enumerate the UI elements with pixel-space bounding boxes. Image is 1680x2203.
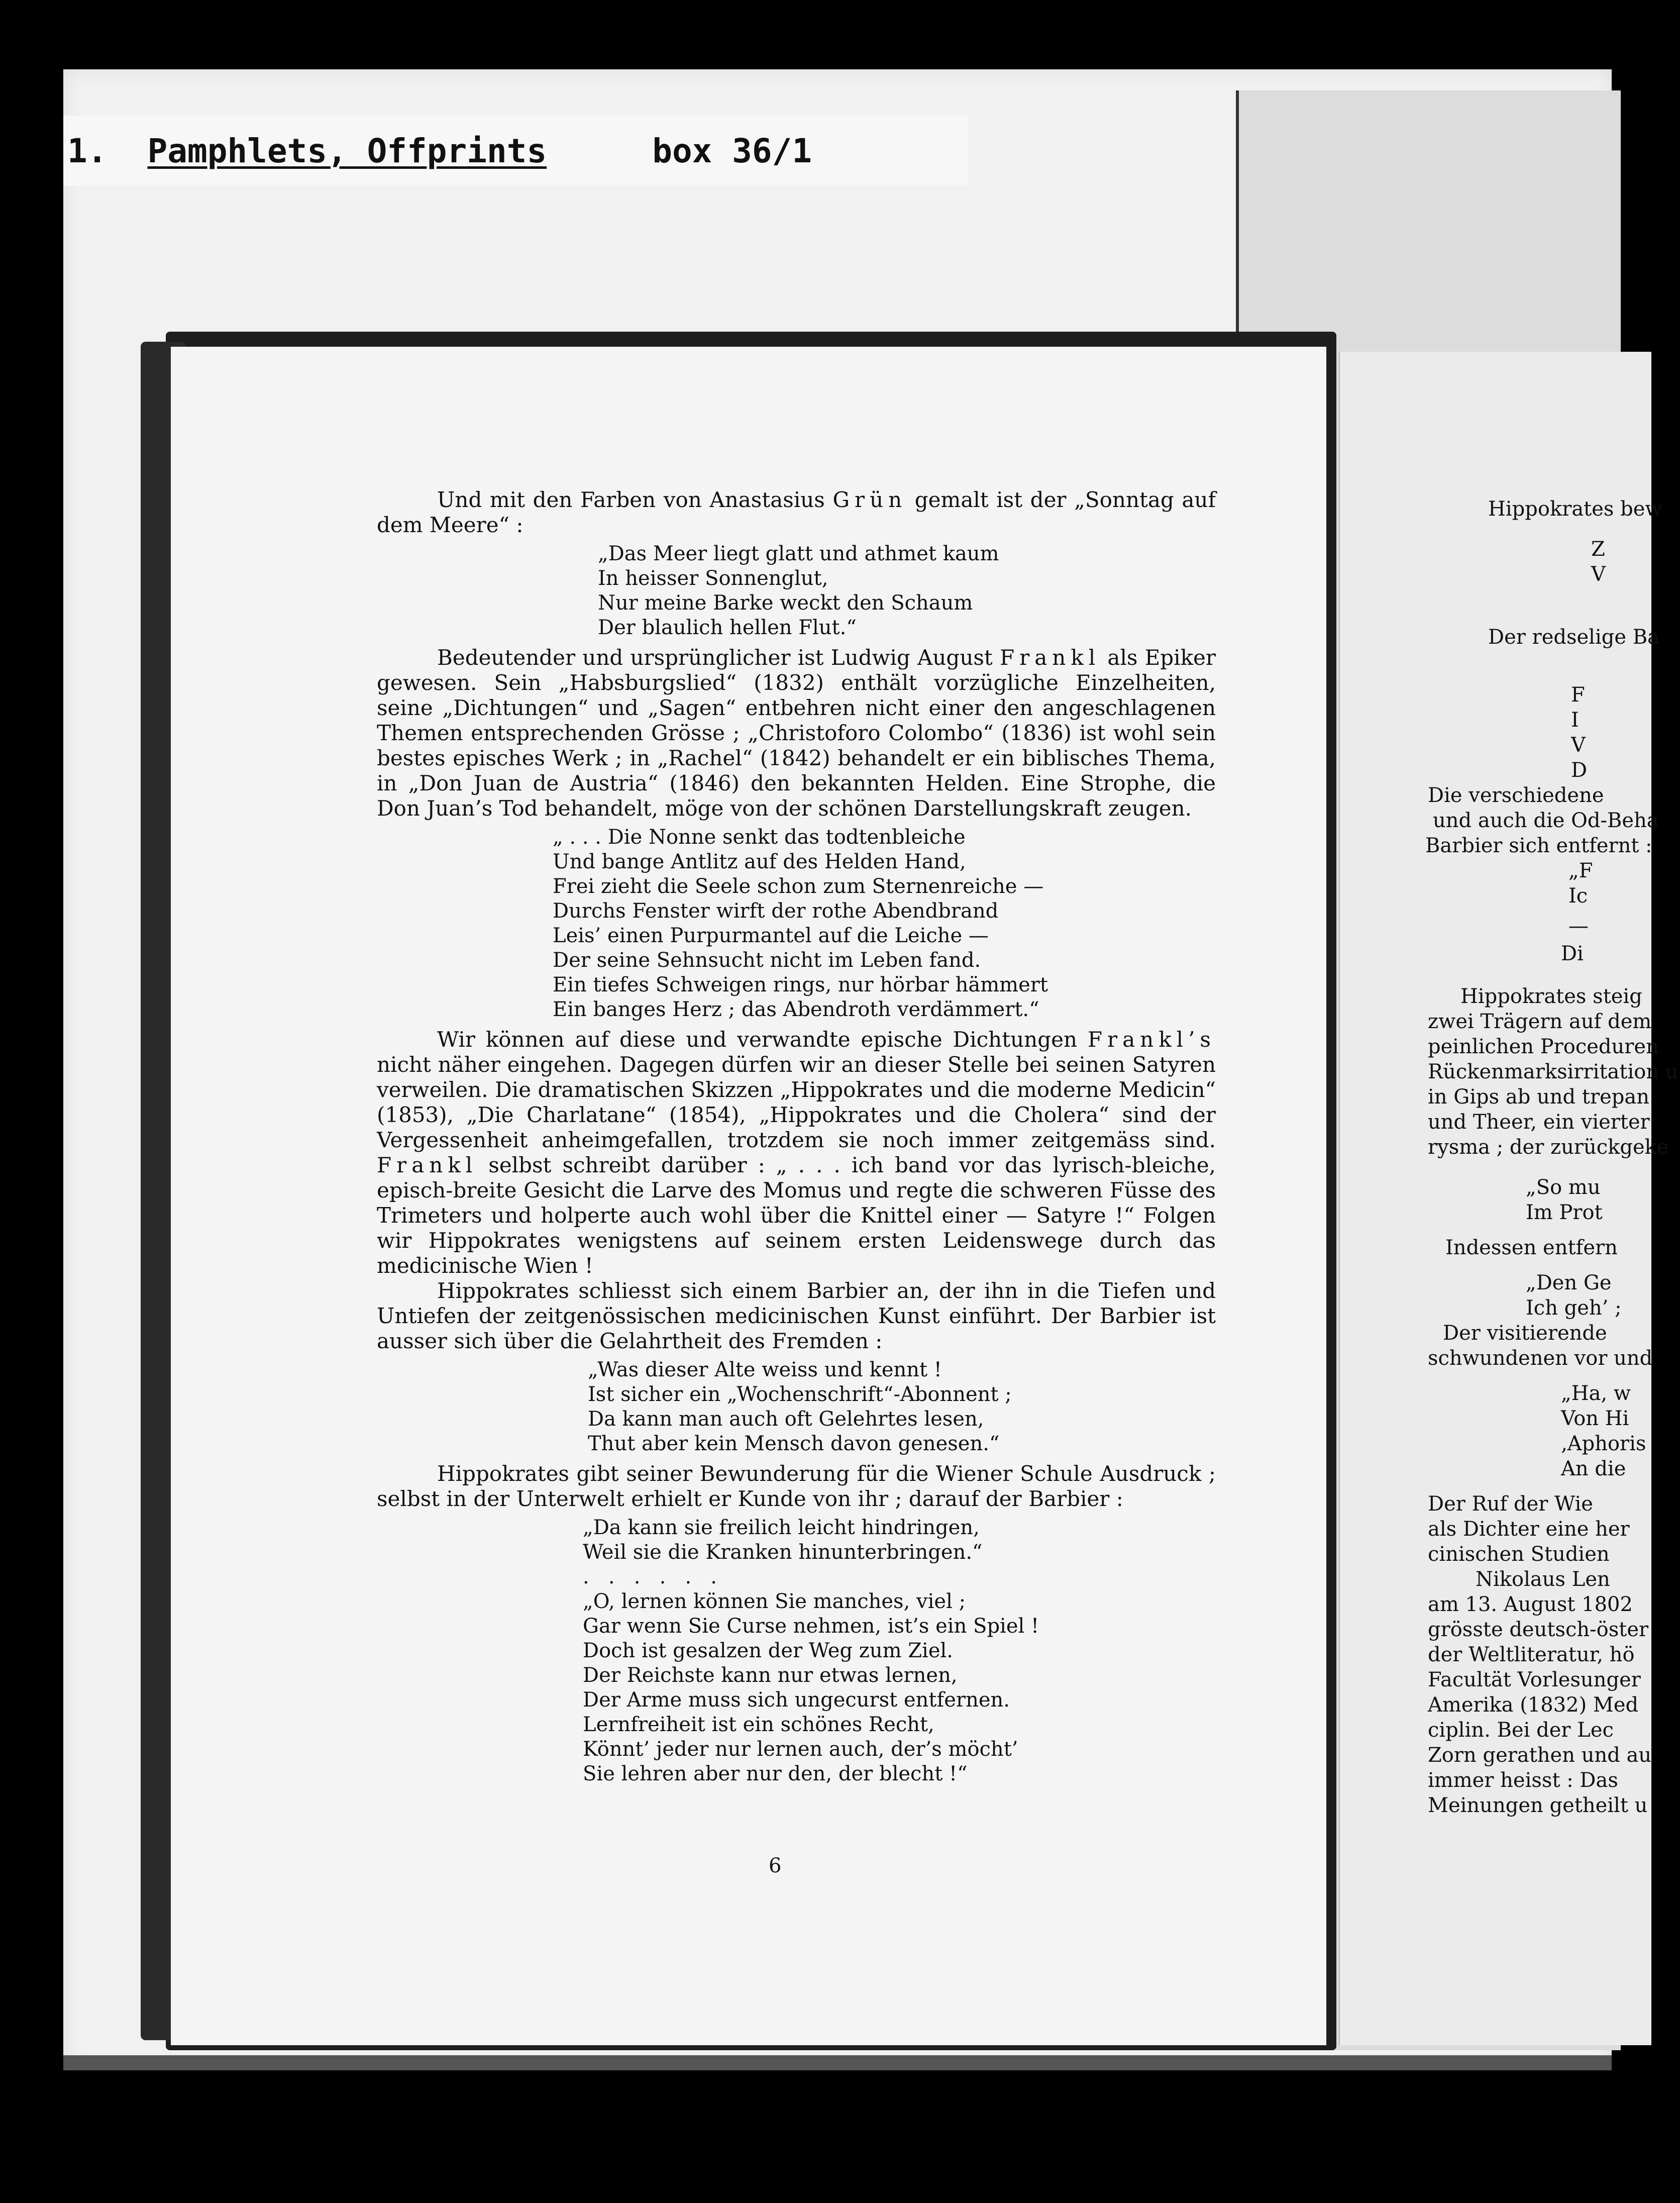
verse-line: Gar wenn Sie Curse nehmen, ist’s ein Spiel !	[583, 1615, 1039, 1638]
right-page-line: Ic	[1568, 884, 1588, 908]
right-page-line: grösste deutsch-öster	[1428, 1618, 1649, 1641]
right-page-lines	[1340, 352, 1678, 2045]
right-page-line: Der visitierende	[1443, 1322, 1607, 1345]
verse-line: Ein banges Herz ; das Abendroth verdämmert.“	[553, 998, 1039, 1021]
right-page-line: Amerika (1832) Med	[1428, 1693, 1639, 1717]
right-page-line: Rückenmarksirritation u	[1428, 1060, 1678, 1083]
right-page-line: V	[1571, 734, 1586, 757]
right-page-line: am 13. August 1802	[1428, 1593, 1633, 1616]
right-page-line: „So mu	[1526, 1176, 1601, 1199]
verse-line: . . . . . .	[583, 1565, 717, 1588]
right-page-line: rysma ; der zurückgeke	[1428, 1136, 1669, 1159]
right-page-line: „F	[1568, 859, 1593, 882]
right-page-line: Der Ruf der Wie	[1428, 1492, 1593, 1516]
right-page-line: peinlichen Proceduren	[1428, 1035, 1659, 1058]
page-body	[377, 487, 1216, 1791]
right-page-line: immer heisst : Das	[1428, 1769, 1618, 1792]
verse-line: „Was dieser Alte weiss und kennt !	[588, 1358, 942, 1381]
verse-line: Leis’ einen Purpurmantel auf die Leiche —	[553, 924, 989, 947]
verse-line: „O, lernen können Sie manches, viel ;	[583, 1590, 966, 1613]
bottom-edge	[63, 2055, 1612, 2070]
verse-line: Sie lehren aber nur den, der blecht !“	[583, 1762, 968, 1785]
right-page-line: Im Prot	[1526, 1201, 1603, 1224]
right-page-line: Nikolaus Len	[1476, 1568, 1610, 1591]
right-page-line: F	[1571, 683, 1585, 707]
verse-line: Und bange Antlitz auf des Helden Hand,	[553, 850, 966, 873]
label-number: 1.	[67, 131, 108, 170]
right-page-line: Hippokrates bew	[1488, 497, 1662, 521]
verse-line: Doch ist gesalzen der Weg zum Ziel.	[583, 1639, 954, 1662]
verse-line: Nur meine Barke weckt den Schaum	[598, 591, 973, 615]
right-page-line: Di	[1561, 942, 1584, 965]
right-page-line: Indessen entfern	[1445, 1236, 1618, 1259]
paragraph-2: Bedeutender und ursprünglicher ist Ludwig August Frankl als Epiker gewesen. Sein „Habsburgslied“ (1832) enthält vorzügliche Einzelheiten, seine „Dichtungen“ und „Sagen“ entbehren nicht einer den angeschlagenen Themen entsprechenden Grösse ; „Christoforo Colombo“ (1836) ist wohl sein bestes episches Werk ; in „Rachel“ (1842) behandelt er ein biblisches Thema, in „Don Juan de Austria“ (1846) den bekannten Helden. Eine Strophe, die Don Juan’s Tod behandelt, möge von der schönen Darstellungskraft zeugen.	[377, 645, 1216, 821]
verse-4	[377, 1516, 1216, 1786]
right-page-line: D	[1571, 759, 1588, 782]
right-page-line: cinischen Studien	[1428, 1543, 1610, 1566]
verse-line: Der Reichste kann nur etwas lernen,	[583, 1664, 958, 1687]
archive-label	[63, 116, 968, 186]
right-page-line: der Weltliteratur, hö	[1428, 1643, 1635, 1666]
verse-1	[377, 542, 1216, 640]
right-page-line: Von Hi	[1561, 1407, 1629, 1430]
paragraph-3: Wir können auf diese und verwandte epische Dichtungen Frankl’s nicht näher eingehen. Dagegen dürfen wir an dieser Stelle bei seinen Satyren verweilen. Die dramatischen Skizzen „Hippokrates und die moderne Medicin“ (1853), „Die Charlatane“ (1854), „Hippokrates und die Cholera“ sind der Vergessenheit anheimgefallen, trotzdem sie noch immer zeitgemäss sind. Frankl selbst schreibt darüber : „ . . . ich band vor das lyrisch-bleiche, episch-breite Gesicht die Larve des Momus und regte die schweren Füsse des Trimeters und holperte auch wohl über die Knittel einer — Satyre !“ Folgen wir Hippokrates wenigstens auf seinem ersten Leidenswege durch das medicinische Wien !	[377, 1027, 1216, 1278]
right-page-line: ciplin. Bei der Lec	[1428, 1719, 1614, 1742]
main-page	[171, 347, 1326, 2045]
verse-line: Der blaulich hellen Flut.“	[598, 616, 857, 639]
right-page-line: und Theer, ein vierter	[1428, 1111, 1650, 1134]
right-page-line: Facultät Vorlesunger	[1428, 1668, 1641, 1691]
right-page-line: Der redselige Ba	[1488, 626, 1659, 649]
verse-line: Ist sicher ein „Wochenschrift“-Abonnent ;	[588, 1383, 1012, 1406]
verse-line: Thut aber kein Mensch davon genesen.“	[588, 1432, 1000, 1455]
right-page-line: zwei Trägern auf dem	[1428, 1010, 1652, 1033]
verse-line: Der seine Sehnsucht nicht im Leben fand.	[553, 949, 981, 972]
right-page-line: Hippokrates steig	[1460, 985, 1642, 1008]
paragraph-1: Und mit den Farben von Anastasius Grün gemalt ist der „Sonntag auf dem Meere“ :	[377, 487, 1216, 537]
label-title: Pamphlets, Offprints	[147, 131, 547, 170]
right-page-line: An die	[1561, 1457, 1626, 1480]
right-page-line: „Ha, w	[1561, 1382, 1631, 1405]
right-page-line: V	[1591, 563, 1606, 586]
right-page-line: —	[1568, 915, 1589, 938]
right-page-line: Zorn gerathen und au	[1428, 1744, 1652, 1767]
verse-line: Der Arme muss sich ungecurst entfernen.	[583, 1688, 1010, 1712]
right-page-line: als Dichter eine her	[1428, 1518, 1630, 1541]
right-page-line: Ich geh’ ;	[1526, 1296, 1622, 1320]
paragraph-5: Hippokrates gibt seiner Bewunderung für die Wiener Schule Ausdruck ; selbst in der Unterwelt erhielt er Kunde von ihr ; darauf der Barbier :	[377, 1461, 1216, 1511]
right-page-line: „Den Ge	[1526, 1271, 1612, 1294]
verse-line: Könnt’ jeder nur lernen auch, der’s möcht’	[583, 1738, 1018, 1761]
right-page-line: und auch die Od-Beha	[1433, 809, 1659, 832]
verse-line: „Das Meer liegt glatt und athmet kaum	[598, 542, 999, 565]
label-box: box 36/1	[652, 131, 812, 170]
right-page-line: ‚Aphoris	[1561, 1432, 1646, 1455]
right-page-line: Meinungen getheilt u	[1428, 1794, 1648, 1817]
verse-line: Lernfreiheit ist ein schönes Recht,	[583, 1713, 934, 1736]
right-page-fragment	[1339, 352, 1678, 2045]
verse-line: In heisser Sonnenglut,	[598, 567, 828, 590]
verse-3	[377, 1358, 1216, 1456]
verse-line: Durchs Fenster wirft der rothe Abendbrand	[553, 899, 999, 923]
verse-line: „ . . . Die Nonne senkt das todtenbleiche	[553, 826, 966, 849]
right-page-line: schwundenen vor und	[1428, 1347, 1653, 1370]
right-page-line: Barbier sich entfernt :	[1425, 834, 1652, 857]
page-number: 6	[769, 1854, 782, 1877]
verse-line: Da kann man auch oft Gelehrtes lesen,	[588, 1408, 984, 1431]
right-page-line: Die verschiedene	[1428, 784, 1604, 807]
right-page-line: Z	[1591, 538, 1605, 561]
right-page-line: I	[1571, 709, 1579, 732]
right-page-line: in Gips ab und trepan	[1428, 1085, 1649, 1109]
verse-line: „Da kann sie freilich leicht hindringen,	[583, 1516, 980, 1539]
verse-line: Ein tiefes Schweigen rings, nur hörbar hämmert	[553, 973, 1048, 996]
verse-line: Weil sie die Kranken hinunterbringen.“	[583, 1541, 983, 1564]
verse-line: Frei zieht die Seele schon zum Sternenreiche —	[553, 875, 1044, 898]
paragraph-4: Hippokrates schliesst sich einem Barbier an, der ihn in die Tiefen und Untiefen der zeitgenössischen medicinischen Kunst einführt. Der Barbier ist ausser sich über die Gelahrtheit des Fremden :	[377, 1278, 1216, 1353]
verse-2	[377, 825, 1216, 1022]
